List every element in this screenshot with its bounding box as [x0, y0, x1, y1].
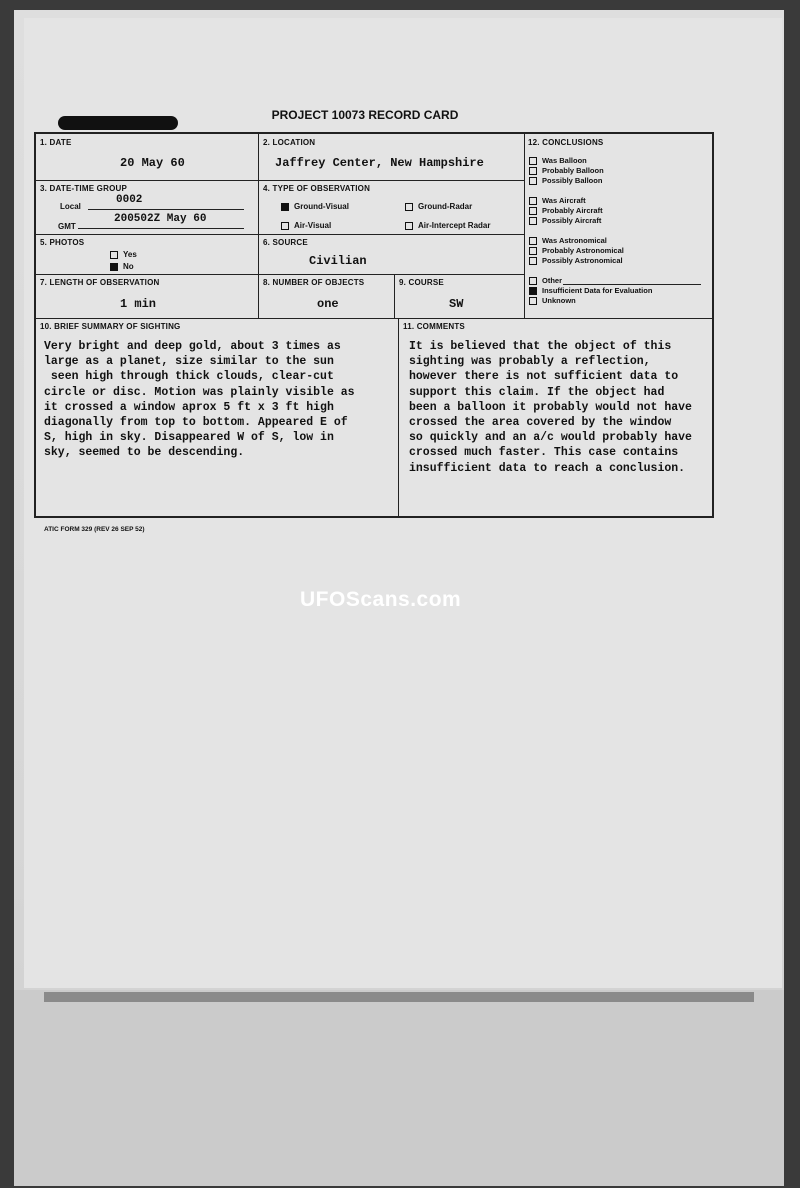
summary-line: it crossed a window aprox 5 ft x 3 ft high: [44, 400, 334, 414]
comments-text: [409, 339, 692, 476]
ground-visual-checkbox: [281, 203, 289, 211]
conclusion-text: Possibly Astronomical: [542, 256, 623, 265]
date-cell: [36, 134, 258, 180]
summary-line: Very bright and deep gold, about 3 times as: [44, 340, 341, 353]
conclusion-item: [529, 166, 604, 175]
record-card: [34, 132, 714, 518]
gmt-label: GMT: [58, 222, 76, 231]
conclusion-text: Possibly Balloon: [542, 176, 603, 185]
conclusion-item: [529, 296, 576, 305]
local-time-value: 0002: [116, 194, 143, 206]
conclusion-item: [529, 256, 623, 265]
photos-no-text: No: [123, 262, 134, 271]
location-label: 2. LOCATION: [263, 138, 316, 147]
lower-page-area: [14, 990, 784, 1186]
comments-line: It is believed that the object of this: [409, 340, 672, 353]
summary-line: seen high through thick clouds, clear-cut: [44, 370, 334, 384]
summary-line: circle or disc. Motion was plainly visible as: [44, 385, 355, 399]
number-of-objects-value: one: [317, 297, 339, 311]
summary-label: 10. BRIEF SUMMARY OF SIGHTING: [40, 322, 181, 331]
conclusions-cell: [524, 134, 712, 318]
length-label: 7. LENGTH OF OBSERVATION: [40, 278, 160, 287]
photos-yes-checkbox: [110, 251, 118, 259]
comments-label: 11. COMMENTS: [403, 322, 465, 331]
conclusion-checkbox: [529, 237, 537, 245]
length-value: 1 min: [120, 297, 157, 311]
conclusion-item: [529, 206, 603, 215]
conclusion-checkbox: [529, 167, 537, 175]
photos-cell: [36, 234, 258, 274]
conclusion-item: [529, 286, 652, 295]
gmt-underline: [78, 228, 244, 229]
redaction-mark: [58, 116, 178, 130]
comments-cell: [398, 318, 712, 518]
number-of-objects-label: 8. NUMBER OF OBJECTS: [263, 278, 365, 287]
conclusion-text: Unknown: [542, 296, 576, 305]
air-visual-checkbox: [281, 222, 289, 230]
location-cell: [258, 134, 524, 180]
course-cell: [394, 274, 524, 318]
conclusion-checkbox: [529, 197, 537, 205]
course-value: SW: [449, 297, 464, 311]
photos-no: [110, 262, 134, 271]
conclusion-item: [529, 156, 587, 165]
photos-no-checkbox: [110, 263, 118, 271]
conclusion-checkbox: [529, 157, 537, 165]
conclusion-checkbox: [529, 287, 537, 295]
option-ground-visual: [281, 202, 349, 211]
type-of-observation-cell: [258, 180, 524, 234]
option-ground-radar: [405, 202, 472, 211]
summary-line: large as a planet, size similar to the sun: [44, 355, 334, 369]
comments-line: crossed much faster. This case contains: [409, 446, 679, 460]
conclusion-checkbox: [529, 257, 537, 265]
comments-line: insufficient data to reach a conclusion.: [409, 461, 686, 475]
ground-radar-text: Ground-Radar: [418, 202, 473, 211]
comments-line: so quickly and an a/c would probably have: [409, 431, 692, 445]
card-title: PROJECT 10073 RECORD CARD: [271, 108, 459, 122]
conclusion-text: Was Aircraft: [542, 196, 586, 205]
summary-text: [44, 339, 355, 461]
conclusion-checkbox: [529, 277, 537, 285]
conclusion-checkbox: [529, 207, 537, 215]
other-underline: [563, 284, 701, 285]
local-underline: [88, 209, 244, 210]
conclusion-item: [529, 236, 607, 245]
conclusion-text: Other: [542, 276, 563, 285]
summary-line: diagonally from top to bottom. Appeared E of: [44, 416, 348, 430]
gmt-time-value: 200502Z May 60: [114, 213, 207, 225]
conclusion-item: [529, 246, 624, 255]
comments-line: been a balloon it probably would not have: [409, 400, 692, 414]
source-cell: [258, 234, 524, 274]
conclusion-item: [529, 216, 601, 225]
comments-line: however there is not sufficient data to: [409, 370, 679, 384]
date-label: 1. DATE: [40, 138, 72, 147]
air-visual-text: Air-Visual: [294, 221, 332, 230]
conclusion-text: Was Astronomical: [542, 236, 607, 245]
summary-line: sky, seemed to be descending.: [44, 446, 245, 460]
option-air-intercept-radar: [405, 221, 490, 230]
length-cell: [36, 274, 258, 318]
air-intercept-radar-text: Air-Intercept Radar: [418, 221, 491, 230]
summary-line: S, high in sky. Disappeared W of S, low in: [44, 431, 334, 445]
comments-line: support this claim. If the object had: [409, 385, 665, 399]
conclusion-text: Insufficient Data for Evaluation: [542, 286, 653, 295]
date-value: 20 May 60: [120, 156, 185, 170]
watermark: UFOScans.com: [300, 588, 462, 611]
conclusion-checkbox: [529, 247, 537, 255]
option-air-visual: [281, 221, 331, 230]
photos-yes: [110, 250, 137, 259]
conclusion-text: Probably Balloon: [542, 166, 604, 175]
ground-radar-checkbox: [405, 203, 413, 211]
conclusion-text: Probably Astronomical: [542, 246, 624, 255]
ground-visual-text: Ground-Visual: [294, 202, 349, 211]
conclusion-checkbox: [529, 217, 537, 225]
conclusion-text: Possibly Aircraft: [542, 216, 602, 225]
air-intercept-radar-checkbox: [405, 222, 413, 230]
conclusion-item: [529, 196, 586, 205]
conclusion-checkbox: [529, 297, 537, 305]
source-label: 6. SOURCE: [263, 238, 308, 247]
conclusion-item: [529, 276, 562, 285]
fold-shadow: [44, 992, 754, 1002]
conclusions-label: 12. CONCLUSIONS: [528, 138, 604, 147]
photos-label: 5. PHOTOS: [40, 238, 85, 247]
conclusion-text: Probably Aircraft: [542, 206, 603, 215]
date-time-group-cell: [36, 180, 258, 234]
local-label: Local: [60, 202, 81, 211]
photos-yes-text: Yes: [123, 250, 137, 259]
comments-line: sighting was probably a reflection,: [409, 355, 651, 369]
form-number: ATIC FORM 329 (REV 26 SEP 52): [44, 526, 145, 533]
conclusion-text: Was Balloon: [542, 156, 587, 165]
course-label: 9. COURSE: [399, 278, 444, 287]
location-value: Jaffrey Center, New Hampshire: [275, 156, 484, 170]
type-of-observation-label: 4. TYPE OF OBSERVATION: [263, 184, 371, 193]
conclusion-checkbox: [529, 177, 537, 185]
date-time-group-label: 3. DATE-TIME GROUP: [40, 184, 128, 193]
source-value: Civilian: [309, 254, 367, 268]
conclusion-item: [529, 176, 602, 185]
number-of-objects-cell: [258, 274, 394, 318]
summary-cell: [36, 318, 398, 518]
comments-line: crossed the area covered by the window: [409, 416, 672, 430]
